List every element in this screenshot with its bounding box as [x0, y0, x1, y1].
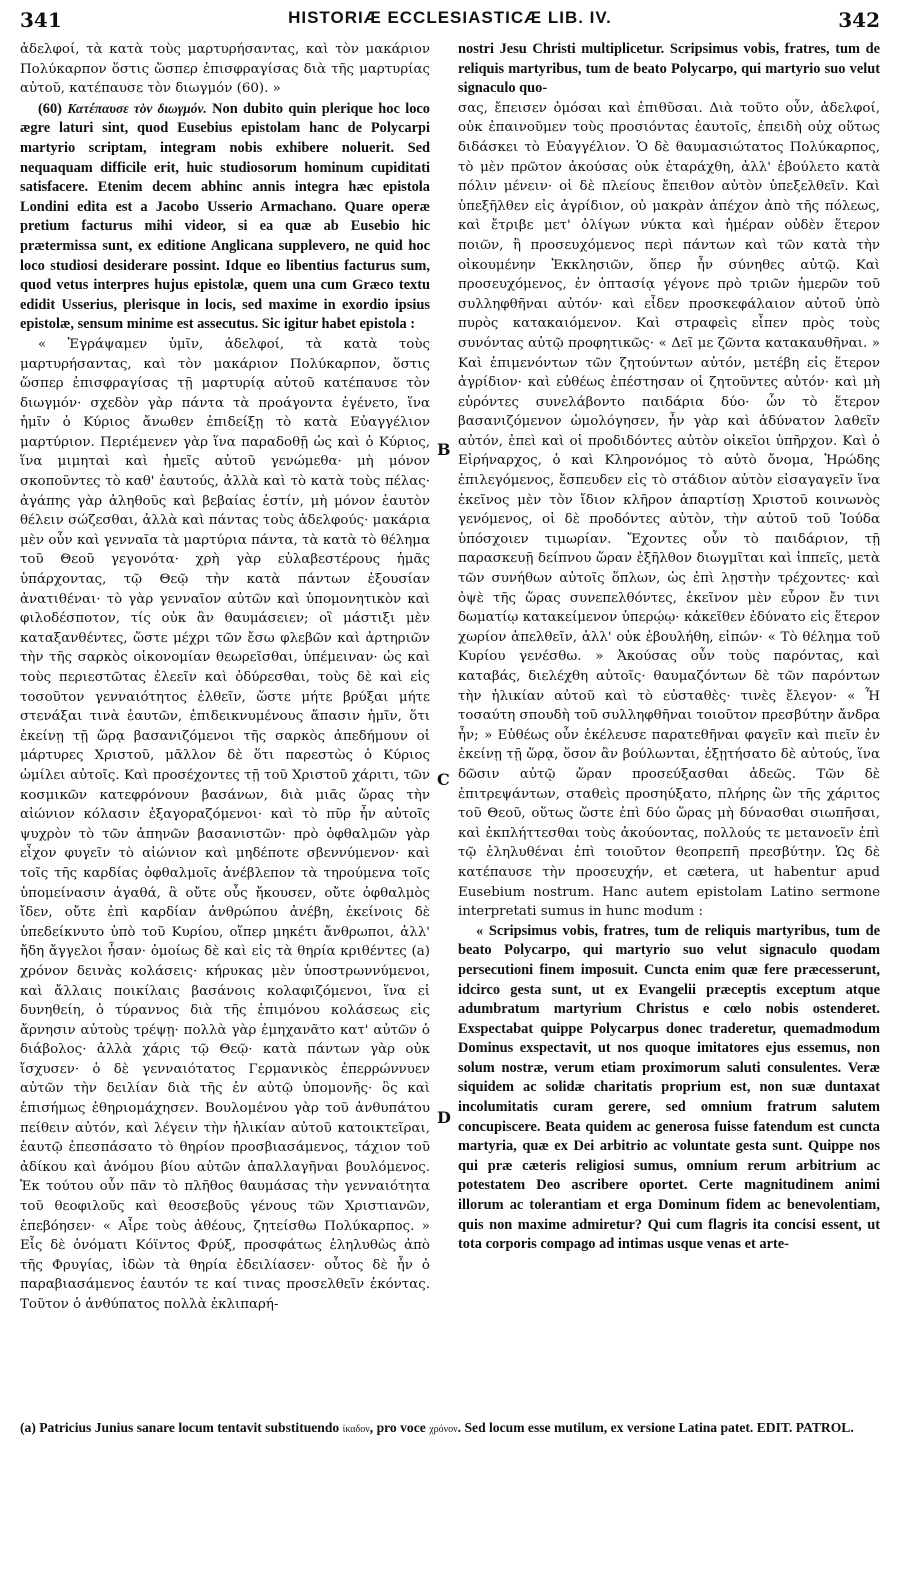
- page-number-right: 342: [838, 8, 880, 32]
- running-title: HISTORIÆ ECCLESIASTICÆ LIB. IV.: [288, 8, 612, 27]
- greek-paragraph-opening: ἀδελφοί, τὰ κατὰ τοὺς μαρτυρήσαντας, καὶ τὸν μακάριον Πολύκαρπον ὅστις ὥσπερ ἐπισφραγίσας διὰ τῆς μαρτυρίας αὐτοῦ, κατέπαυσε τὸν διωγμόν (60). »: [20, 42, 430, 97]
- note-lemma: Κατέπαυσε τὸν διωγμόν.: [67, 100, 207, 116]
- note-60: [20, 99, 430, 335]
- page-number-left: 341: [20, 8, 62, 32]
- right-column: [458, 40, 880, 1255]
- greek-continued-text: σας, ἔπεισεν ὀμόσαι καὶ ἐπιθῦσαι. Διὰ τοῦτο οὖν, ἀδελφοί, οὐκ ἐπαινοῦμεν τοὺς προσιόντας ἑαυτοῖς, ἐπειδὴ οὐχ οὕτως διδάσκει τὸ Εὐαγγέλιον. Ὁ δὲ θαυμασιώτατος Πολύκαρπος, τὸ μὲν πρῶτον ἀκούσας οὐκ ἐταράχθη, ἀλλ' ἐβούλετο κατὰ πόλιν μένειν· οἱ δὲ πλείους ἔπειθον αὐτὸν ὑπεξελθεῖν. Καὶ ὑπεξῆλθεν εἰς ἀγρίδιον, οὐ μακρὰν ἀπέχον ἀπὸ τῆς πόλεως, καὶ ἔτριβε μετ' ὀλίγων νύκτα καὶ ἡμέραν οὐδὲν ἕτερον ποιῶν, ἢ προσευχόμενος περὶ πάντων καὶ τῶν κατὰ τὴν οἰκουμένην Ἐκκλησιῶν, ὅπερ ἦν σύνηθες αὐτῷ. Καὶ προσευχόμενος, ἐν ὀπτασίᾳ γέγονε πρὸ τριῶν ἡμερῶν τοῦ συλληφθῆναι αὐτόν· καὶ εἶδεν προσκεφάλαιον αὐτοῦ ὑπὸ πυρὸς κατακαιόμενον. Καὶ στραφεὶς εἶπεν πρὸς τοὺς συνόντας αὐτῷ προφητικῶς· « Δεῖ με ζῶντα κατακαυθῆναι. » Καὶ ἐπιμενόντων τῶν ζητούντων αὐτόν, μετέβη εἰς ἕτερον ἀγρίδιον· καὶ εὐθέως ἐπέστησαν οἱ ζητοῦντες αὐτόν· καὶ μὴ εὑρόντες συνελάβοντο παιδάρια δύο· ὧν τὸ ἕτερον βασανιζόμενον ὡμολόγησεν, ἦν γὰρ καὶ ἀδύνατον λαθεῖν αὐτόν, ἐπεὶ καὶ οἱ προδιδόντες αὐτὸν οἰκεῖοι ὑπῆρχον. Καὶ ὁ Εἰρήναρχος, ὁ καὶ Κληρονόμος τὸ αὐτὸ ὄνομα, Ἡρώδης ἐπιλεγόμενος, ἔσπευδεν εἰς τὸ στάδιον αὐτὸν εἰσαγαγεῖν ἵνα ἐκεῖνος μὲν τὸν ἴδιον κλῆρον ἀπαρτίσῃ Χριστοῦ κοινωνὸς γενόμενος, οἱ δὲ προδόντες αὐτὸν, τὴν αὐτοῦ τοῦ Ἰούδα ὑπόσχοιεν τιμωρίαν. Ἔχοντες οὖν τὸ παιδάριον, τῇ παρασκευῇ δείπνου ὥραν ἐξῆλθον διωγμῖται καὶ ἱππεῖς, μετὰ τῶν συνήθων αὐτοῖς ὅπλων, ὡς ἐπὶ λῃστὴν τρέχοντες· καὶ ὀψὲ τῆς ὥρας συνεπελθόντες, ἐκεῖνον μὲν εὗρον ἔν τινι δωματίῳ κατακείμενον ὑπερῴῳ· κἀκεῖθεν ἐδύνατο εἰς ἕτερον χωρίον ἀπελθεῖν, ἀλλ' οὐκ ἐβουλήθη, εἰπών· « Τὸ θέλημα τοῦ Κυρίου γενέσθω. » Ἀκούσας οὖν τοὺς παρόντας, καὶ καταβάς, διελέχθη αὐτοῖς· θαυμαζόντων δὲ τῶν παρόντων τὴν ἡλικίαν αὐτοῦ καὶ τὸ εὐσταθὲς· τινὲς ἔλεγον· « Ἦ τοσαύτη σπουδὴ τοῦ συλληφθῆναι τοιοῦτον πρεσβύτην ἄνδρα ἦν; » Εὐθέως οὖν ἐκέλευσε παρατεθῆναι φαγεῖν καὶ πιεῖν ἐν ἐκείνῃ τῇ ὥρᾳ, ὅσον ἂν βούλωνται, ἐξῃτήσατο δὲ αὐτούς, ἵνα δῶσιν αὐτῷ ὥραν προσεύξασθαι ἀδεῶς. Τῶν δὲ ἐπιτρεψάντων, σταθεὶς προσηύξατο, πλήρης ὢν τῆς χάριτος τοῦ Θεοῦ, οὕτως ὥστε ἐπὶ δύο ὥρας μὴ δύνασθαι σιωπῆσαι, καὶ ἐκπλήττεσθαι τοὺς ἀκούοντας, πολλούς τε μετανοεῖν ἐπὶ τῷ ἐληλυθέναι ἐπὶ τοιοῦτον θεοπρεπῆ πρεσβύτην. Ὡς δὲ κατέπαυσε τὴν προσευχήν, et cætera, ut habentur apud Eusebium nostrum. Hanc autem epistolam Latino sermone interpretati sumus in hunc modum :: [458, 100, 880, 920]
- greek-epistle-text: « Ἐγράψαμεν ὑμῖν, ἀδελφοί, τὰ κατὰ τοὺς μαρτυρήσαντας, καὶ τὸν μακάριον Πολύκαρπον, ὅστις ὥσπερ ἐπισφραγίσας τῇ μαρτυρίᾳ αὐτοῦ κατέπαυσε τὸν διωγμόν· σχεδὸν γὰρ πάντα τὰ προάγοντα ἐγένετο, ἵνα ἡμῖν ὁ Κύριος ἄνωθεν ἐπιδείξῃ τὸ κατὰ Εὐαγγέλιον μαρτύριον. Περιέμενεν γὰρ ἵνα παραδοθῇ ὡς καὶ ὁ Κύριος, ἵνα μιμηταὶ καὶ ἡμεῖς αὐτοῦ γενώμεθα· μὴ μόνον σκοποῦντες τὸ καθ' ἑαυτούς, ἀλλὰ καὶ τὸ κατὰ τοὺς πέλας· ἀγάπης γὰρ ἀληθοῦς καὶ βεβαίας ἐστίν, μὴ μόνον ἑαυτὸν θέλειν σώζεσθαι, ἀλλὰ καὶ πάντας τοὺς ἀδελφούς· μακάρια μὲν οὖν καὶ γενναῖα τὰ μαρτύρια πάντα, τὰ κατὰ τὸ θέλημα τοῦ Θεοῦ γεγονότα· χρὴ γὰρ εὐλαβεστέρους ἡμᾶς ὑπάρχοντας, τῷ Θεῷ τὴν κατὰ πάντων ἐξουσίαν ἀνατιθέναι· τὸ γὰρ γενναῖον αὐτῶν καὶ ὑπομονητικὸν καὶ φιλοδέσποτον, τίς οὐκ ἂν θαυμάσειεν; οἳ μάστιξι μὲν καταξανθέντες, ὥστε μέχρι τῶν ἔσω φλεβῶν καὶ ἀρτηριῶν τὴν τῆς σαρκὸς οἰκονομίαν θεωρεῖσθαι, ὑπέμειναν· ὡς καὶ τοὺς περιεστῶτας ἐλεεῖν καὶ ὀδύρεσθαι, τοὺς δὲ καὶ εἰς τοσοῦτον γενναιότητος ἐλθεῖν, ὥστε μήτε βρύξαι μήτε στενάξαι τινὰ ἑαυτῶν, ἐπιδεικνυμένους ἅπασιν ἡμῖν, ὅτι ἐκείνῃ τῇ ὥρᾳ βασανιζόμενοι τῆς σαρκὸς ἀπεδήμουν οἱ μάρτυρες Χριστοῦ, μᾶλλον δὲ ὅτι παρεστὼς ὁ Κύριος ὡμίλει αὐτοῖς. Καὶ προσέχοντες τῇ τοῦ Χριστοῦ χάριτι, τῶν κοσμικῶν κατεφρόνουν βασάνων, διὰ μιᾶς ὥρας τὴν αἰώνιον κόλασιν ἐξαγοραζόμενοι· καὶ τὸ πῦρ ἦν αὐτοῖς ψυχρὸν τὸ τῶν ἀπηνῶν βασανιστῶν· πρὸ ὀφθαλμῶν γὰρ εἶχον φυγεῖν τὸ αἰώνιον καὶ μηδέποτε σβεννύμενον· καὶ τοῖς τῆς καρδίας ὀφθαλμοῖς ἀνέβλεπον τὰ τηρούμενα τοῖς ὑπομείνασιν ἀγαθά, ἃ οὔτε οὖς ἤκουσεν, οὔτε ὀφθαλμὸς ἴδεν, οὔτε ἐπὶ καρδίαν ἀνθρώπου ἀνέβη, ἐκείνοις δὲ ὑπεδείκνυτο ὑπὸ τοῦ Κυρίου, οἵπερ μηκέτι ἄνθρωποι, ἀλλ' ἤδη ἄγγελοι ἦσαν· ὁμοίως δὲ καὶ εἰς τὰ θηρία κριθέντες (a) χρόνον δεινὰς κολάσεις· κήρυκας μὲν ὑποστρωννύμενοι, καὶ ἄλλαις ποικίλαις βασάνοις κολαφιζόμενοι, ἵνα εἰ δυνηθείη, ὁ τύραννος διὰ τῆς ἐπιμόνου κολάσεως εἰς ἄρνησιν αὐτοὺς τρέψῃ· πολλὰ γὰρ ἐμηχανᾶτο κατ' αὐτῶν ὁ διάβολος· ἀλλὰ χάρις τῷ Θεῷ· κατὰ πάντων γὰρ οὐκ ἴσχυσεν· ὁ δὲ γενναιότατος Γερμανικὸς ἐπερρώννυεν αὐτῶν τὴν δειλίαν διὰ τῆς ἐν αὐτῷ ὑπομονῆς· ὃς καὶ ἐπισήμως ἐθηριομάχησεν. Βουλομένου γὰρ τοῦ ἀνθυπάτου πείθειν αὐτόν, καὶ λέγειν τὴν ἡλικίαν αὐτοῦ κατοικτεῖραι, ἑαυτῷ ἐπεσπάσατο τὸ θηρίον προσβιασάμενος, τάχιον τοῦ ἀδίκου καὶ ἀνόμου βίου αὐτῶν ἀπαλλαγῆναι βουλόμενος. Ἐκ τούτου οὖν πᾶν τὸ πλῆθος θαυμάσας τὴν γενναιότητα τοῦ θεοφιλοῦς καὶ θεοσεβοῦς γένους τῶν Χριστιανῶν, ἐπεβόησεν· « Αἶρε τοὺς ἀθέους, ζητείσθω Πολύκαρπος. » Εἷς δὲ ὀνόματι Κόϊντος Φρύξ, προσφάτως ἐληλυθὼς ἀπὸ τῆς Φρυγίας, ἰδὼν τὰ θηρία ἐδειλίασεν· οὗτος δὲ ἦν ὁ παραβιασάμενος ἑαυτόν τε καί τινας προσελθεῖν ἑκόντας. Τοῦτον ὁ ἀνθύπατος πολλὰ ἐκλιπαρή-: [20, 336, 430, 1312]
- left-column: [20, 40, 430, 1315]
- footnote: [20, 1418, 880, 1439]
- footnote-text-mid: , pro voce: [369, 1420, 426, 1435]
- running-header: [20, 6, 880, 36]
- latin-translation-text: « Scripsimus vobis, fratres, tum de reliquis martyribus, tum de beato Polycarpo, qui martyrio suo velut signaculo quodam persecutioni finem imposuit. Cuncta enim quæ fere præcesserunt, idcirco gesta sunt, ut ex Evangelii præceptis exceptum atque adumbratum martyrium Christus e cœlo nobis ostenderet. Exspectabat quippe Polycarpus donec traderetur, quemadmodum Dominus exspectavit, ut nos quoque imitatores ejus essemus, non solum nostræ, verum etiam proximorum saluti consulentes. Veræ siquidem ac solidæ charitatis proprium est, non suæ duntaxat incolumitatis curam gerere, sed omnium fratrum salutem concupiscere. Beata quidem ac generosa fuisse fatendum est cuncta martyria, quæ ex Dei arbitrio ac voluntate gesta sunt. Quippe nos qui præ cæteris religiosi sumus, omnium rerum arbitrium ac potestatem Deo ascribere oportet. Certe magnitudinem animi illorum ac tolerantiam et erga Dominum fidem ac benevolentiam, quis non maxime admiretur? Qui cum flagris ita concisi essent, ut tota corporis compago ad intimas usque venas et arte-: [458, 922, 880, 1253]
- footnote-greek-word-2: χρόνον: [429, 1424, 458, 1435]
- margin-marker-d: D: [437, 1108, 451, 1127]
- note-text: Non dubito quin plerique hoc loco ægre laturi sint, quod Eusebius epistolam hanc de Polycarpi martyrio scriptam, integram nobis exhibere noluerit. Sed nequaquam difficile erit, huic studiosorum hominum cupiditati satisfacere. Etenim decem abhinc annis integra hæc epistola Londini edita est a Jacobo Usserio Armachano. Quare operæ pretium facturus mihi videor, si ea quæ ab Eusebio hic prætermissa sunt, ex editione Anglicana supplevero, ne quid hoc loco studiosi desiderare possint. Idque eo libentius facturus sum, quod vetus interpres hujus epistolæ, quem una cum Græco textu edidit Usserius, plerisque in locis, sed maxime in exordio ipsius epistolæ, sensum minime est assecutus. Sic igitur habet epistola :: [20, 100, 430, 333]
- footnote-text-before: (a) Patricius Junius sanare locum tentavit substituendo: [20, 1420, 340, 1435]
- note-ref: (60): [38, 100, 62, 117]
- footnote-greek-word-1: ἰκαδον: [342, 1424, 370, 1435]
- latin-top-text: nostri Jesu Christi multiplicetur. Scripsimus vobis, fratres, tum de reliquis martyribus, tum de beato Polycarpo, qui martyrio suo velut signaculo quo-: [458, 41, 880, 97]
- footnote-text-after: . Sed locum esse mutilum, ex versione Latina patet. EDIT. PATROL.: [457, 1420, 854, 1435]
- margin-marker-b: B: [437, 440, 451, 459]
- margin-marker-c: C: [437, 770, 450, 789]
